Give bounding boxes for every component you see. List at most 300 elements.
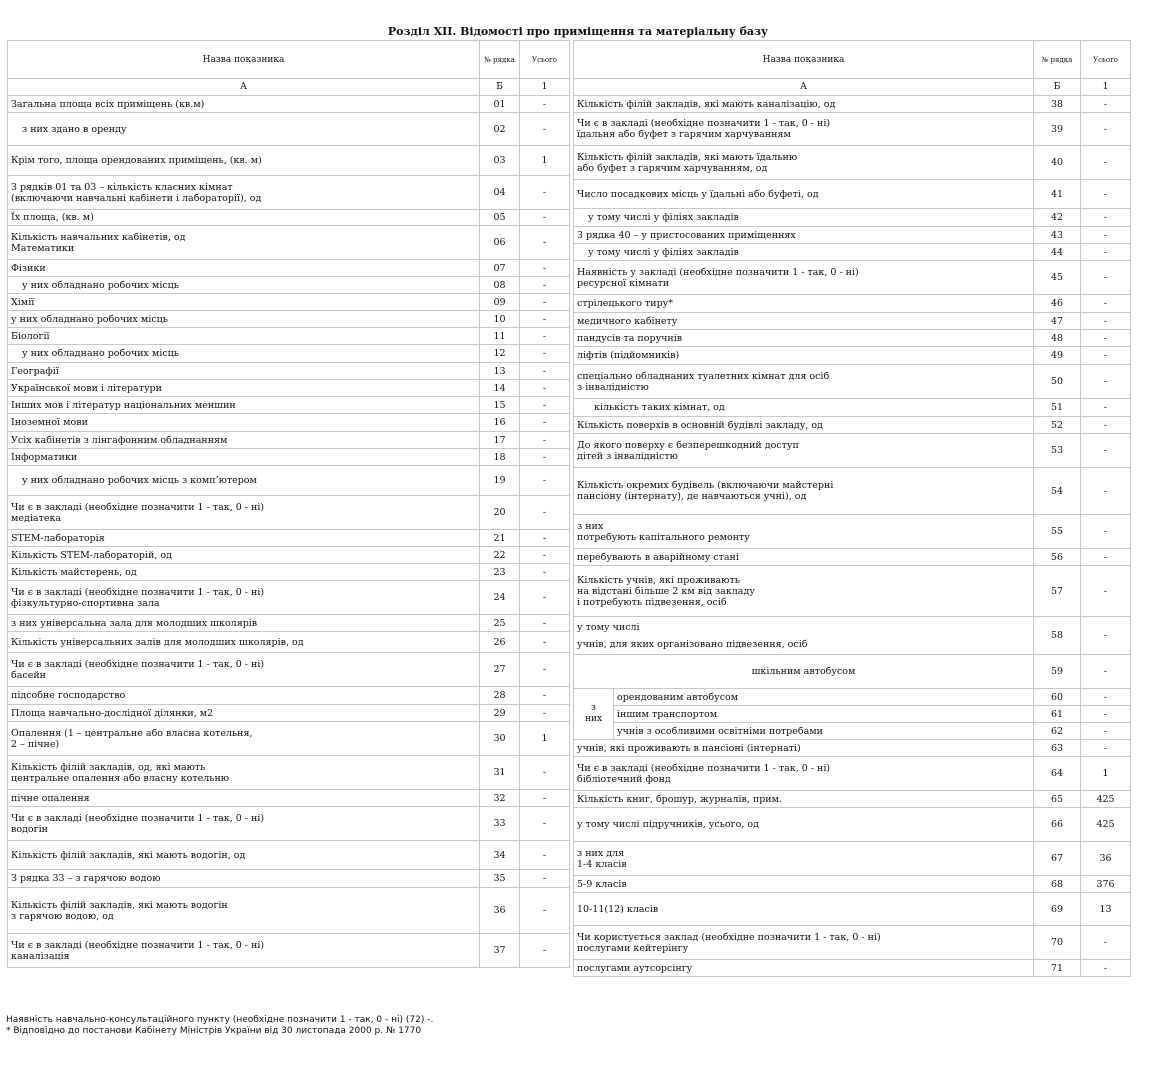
row-label: Інших мов і літератур національних меншин (8, 397, 480, 414)
row-value: - (520, 564, 570, 581)
row-number: 70 (1034, 926, 1081, 960)
row-value: - (1081, 330, 1131, 347)
row-value: - (520, 756, 570, 790)
table-row (574, 244, 1131, 261)
row-label: пічне опалення (8, 790, 480, 807)
row-number: 35 (480, 870, 520, 888)
table-row (8, 722, 570, 756)
row-label: у тому числі учнів, для яких організовано підвезення, осіб (574, 617, 1034, 655)
row-value: - (1081, 146, 1131, 180)
table-row (8, 790, 570, 807)
row-value: 1 (520, 146, 570, 176)
row-value: - (520, 176, 570, 210)
row-value: - (520, 888, 570, 934)
table-row (574, 365, 1131, 399)
row-value: - (520, 653, 570, 687)
row-number: 47 (1034, 313, 1081, 330)
table-row (8, 176, 570, 210)
row-label: з них універсальна зала для молодших школярів (8, 615, 480, 632)
row-value: - (520, 496, 570, 530)
row-number: 03 (480, 146, 520, 176)
row-value: - (520, 345, 570, 363)
row-number: 02 (480, 113, 520, 146)
row-value: 36 (1081, 842, 1131, 876)
table-row (8, 113, 570, 146)
table-row (574, 740, 1131, 757)
row-value: - (520, 311, 570, 328)
header-sub-row: Б (1034, 79, 1081, 96)
header-total: Усього (520, 41, 570, 79)
row-value: 425 (1081, 808, 1131, 842)
table-row (574, 808, 1131, 842)
table-row (8, 96, 570, 113)
row-number: 25 (480, 615, 520, 632)
table-row (574, 295, 1131, 313)
row-number: 57 (1034, 566, 1081, 617)
row-value: - (1081, 740, 1131, 757)
row-number: 56 (1034, 549, 1081, 566)
row-value: - (1081, 399, 1131, 417)
row-label: іншим транспортом (614, 706, 1034, 723)
row-number: 18 (480, 449, 520, 466)
header-name: Назва показника (8, 41, 480, 79)
header-sub-name: А (8, 79, 480, 96)
row-number: 21 (480, 530, 520, 547)
header-sub-row: Б (480, 79, 520, 96)
row-label: Кількість філій закладів, які мають водогін, од (8, 841, 480, 870)
row-number: 39 (1034, 113, 1081, 146)
table-row (574, 330, 1131, 347)
row-number: 10 (480, 311, 520, 328)
row-number: 15 (480, 397, 520, 414)
row-value: - (1081, 468, 1131, 515)
table-row (8, 653, 570, 687)
table-row (574, 399, 1131, 417)
table-row (8, 432, 570, 449)
row-value: - (520, 277, 570, 294)
table-row (574, 434, 1131, 468)
row-value: - (1081, 227, 1131, 244)
row-label: Кількість філій закладів, які мають каналізацію, од (574, 96, 1034, 113)
row-number: 38 (1034, 96, 1081, 113)
row-number: 48 (1034, 330, 1081, 347)
row-number: 71 (1034, 960, 1081, 977)
table-row (8, 934, 570, 968)
row-value: - (520, 632, 570, 653)
row-label: ліфтів (підйомників) (574, 347, 1034, 365)
row-number: 19 (480, 466, 520, 496)
row-value: - (520, 841, 570, 870)
table-row (574, 926, 1131, 960)
table-row (574, 146, 1131, 180)
row-label: у тому числі у філіях закладів (574, 209, 1034, 227)
row-label: Кількість філій закладів, які мають водогін з гарячою водою, од (8, 888, 480, 934)
table-row (8, 226, 570, 260)
row-value: - (520, 226, 570, 260)
footnotes (6, 1015, 433, 1037)
row-number: 11 (480, 328, 520, 345)
row-label: підсобне господарство (8, 687, 480, 705)
row-value: - (1081, 313, 1131, 330)
row-value: - (520, 615, 570, 632)
row-number: 66 (1034, 808, 1081, 842)
table-row (574, 549, 1131, 566)
row-number: 05 (480, 210, 520, 226)
row-label: з них для 1-4 класів (574, 842, 1034, 876)
row-value: - (520, 397, 570, 414)
table-row (8, 277, 570, 294)
header-name: Назва показника (574, 41, 1034, 79)
row-number: 59 (1034, 655, 1081, 689)
row-label: Чи є в закладі (необхідне позначити 1 - так, 0 - ні) бібліотечний фонд (574, 757, 1034, 791)
row-label: перебувають в аварійному стані (574, 549, 1034, 566)
row-value: - (1081, 689, 1131, 706)
row-number: 55 (1034, 515, 1081, 549)
row-number: 69 (1034, 893, 1081, 926)
row-label: Кількість книг, брошур, журналів, прим. (574, 791, 1034, 808)
table-row (574, 515, 1131, 549)
table-row (8, 687, 570, 705)
row-number: 30 (480, 722, 520, 756)
row-value: - (1081, 113, 1131, 146)
row-value: - (1081, 960, 1131, 977)
row-value: - (1081, 434, 1131, 468)
row-number: 13 (480, 363, 520, 380)
table-row (8, 496, 570, 530)
row-value: - (520, 581, 570, 615)
row-label: 10-11(12) класів (574, 893, 1034, 926)
table-row (8, 345, 570, 363)
row-label: Української мови і літератури (8, 380, 480, 397)
row-label: Кількість філій закладів, які мають їдальню або буфет з гарячим харчуванням, од (574, 146, 1034, 180)
row-label: Наявність у закладі (необхідне позначити 1 - так, 0 - ні) ресурсної кімнати (574, 261, 1034, 295)
row-number: 67 (1034, 842, 1081, 876)
row-label: у них обладнано робочих місць з комп’ютером (8, 466, 480, 496)
row-number: 63 (1034, 740, 1081, 757)
row-number: 64 (1034, 757, 1081, 791)
row-value: - (520, 790, 570, 807)
row-value: - (520, 449, 570, 466)
row-number: 04 (480, 176, 520, 210)
row-value: - (1081, 96, 1131, 113)
row-label: Їх площа, (кв. м) (8, 210, 480, 226)
row-number: 28 (480, 687, 520, 705)
row-label: у тому числі підручників, усього, од (574, 808, 1034, 842)
header-row-no: № рядка (480, 41, 520, 79)
table-row (574, 842, 1131, 876)
table-row (574, 617, 1131, 655)
row-number: 32 (480, 790, 520, 807)
table-row (574, 689, 1131, 706)
row-value: - (520, 260, 570, 277)
table-row (8, 870, 570, 888)
row-label: Чи є в закладі (необхідне позначити 1 - так, 0 - ні) фізкультурно-спортивна зала (8, 581, 480, 615)
row-label: Іноземної мови (8, 414, 480, 432)
row-label: Кількість окремих будівель (включаючи майстерні пансіону (інтернату), де навчаються учні), од (574, 468, 1034, 515)
row-label: Кількість універсальних залів для молодших школярів, од (8, 632, 480, 653)
row-value: - (1081, 566, 1131, 617)
table-row (574, 960, 1131, 977)
row-label: Площа навчально-дослідної ділянки, м2 (8, 705, 480, 722)
row-value: - (520, 547, 570, 564)
row-label: Чи є в закладі (необхідне позначити 1 - так, 0 - ні) каналізація (8, 934, 480, 968)
table-row (8, 807, 570, 841)
row-number: 27 (480, 653, 520, 687)
row-label: Чи є в закладі (необхідне позначити 1 - так, 0 - ні) медіатека (8, 496, 480, 530)
row-label: Кількість майстерень, од (8, 564, 480, 581)
row-label: у них обладнано робочих місць (8, 345, 480, 363)
row-label: Кількість навчальних кабінетів, од Математики (8, 226, 480, 260)
row-number: 42 (1034, 209, 1081, 227)
row-value: - (1081, 347, 1131, 365)
row-number: 37 (480, 934, 520, 968)
row-number: 06 (480, 226, 520, 260)
row-value: - (1081, 295, 1131, 313)
row-value: 1 (520, 722, 570, 756)
row-value: - (520, 294, 570, 311)
row-value: - (520, 210, 570, 226)
row-label: З рядків 01 та 03 – кількість класних кімнат (включаючи навчальні кабінети і лабораторії), од (8, 176, 480, 210)
table-row (574, 876, 1131, 893)
row-number: 53 (1034, 434, 1081, 468)
row-value: - (1081, 261, 1131, 295)
row-value: - (520, 380, 570, 397)
row-number: 12 (480, 345, 520, 363)
row-label: Кількість учнів, які проживають на відстані більше 2 км від закладу і потребують підвезення, осіб (574, 566, 1034, 617)
row-label: Хімії (8, 294, 480, 311)
row-value: - (1081, 365, 1131, 399)
header-total: Усього (1081, 41, 1131, 79)
row-value: - (1081, 244, 1131, 261)
row-label: орендованим автобусом (614, 689, 1034, 706)
table-row (8, 380, 570, 397)
row-value: 376 (1081, 876, 1131, 893)
table-row (574, 655, 1131, 689)
table-row (574, 261, 1131, 295)
row-label: медичного кабінету (574, 313, 1034, 330)
row-number: 60 (1034, 689, 1081, 706)
table-row (8, 414, 570, 432)
table-row (574, 791, 1131, 808)
row-number: 33 (480, 807, 520, 841)
section-title: Розділ XII. Відомості про приміщення та матеріальну базу (387, 25, 769, 38)
row-label: З рядка 40 – у пристосованих приміщеннях (574, 227, 1034, 244)
table-row (8, 581, 570, 615)
row-number: 51 (1034, 399, 1081, 417)
footnote-consult-point: Наявність навчально-консультаційного пункту (необхідне позначити 1 - так, 0 - ні) (72) -. (6, 1015, 434, 1025)
table-row (574, 347, 1131, 365)
row-label: Кількість STEM-лабораторій, од (8, 547, 480, 564)
table-row (8, 547, 570, 564)
table-row (574, 757, 1131, 791)
row-number: 58 (1034, 617, 1081, 655)
table-row (8, 466, 570, 496)
row-label: Біології (8, 328, 480, 345)
row-label: послугами аутсорсінгу (574, 960, 1034, 977)
table-row (574, 180, 1131, 209)
table-row (574, 313, 1131, 330)
row-number: 46 (1034, 295, 1081, 313)
row-number: 31 (480, 756, 520, 790)
row-value: - (1081, 926, 1131, 960)
row-number: 23 (480, 564, 520, 581)
row-label: До якого поверху є безперешкодний доступ дітей з інвалідністю (574, 434, 1034, 468)
row-value: - (520, 807, 570, 841)
row-number: 61 (1034, 706, 1081, 723)
table-row (574, 468, 1131, 515)
row-number: 22 (480, 547, 520, 564)
table-row (8, 311, 570, 328)
row-label: Інформатики (8, 449, 480, 466)
row-label: кількість таких кімнат, од (574, 399, 1034, 417)
row-label: Опалення (1 – центральне або власна котельня, 2 – пічне) (8, 722, 480, 756)
row-number: 52 (1034, 417, 1081, 434)
row-number: 01 (480, 96, 520, 113)
row-value: - (1081, 655, 1131, 689)
row-label: з них здано в оренду (8, 113, 480, 146)
right-table (573, 40, 1131, 977)
row-value: 13 (1081, 893, 1131, 926)
table-row (574, 227, 1131, 244)
row-label: у них обладнано робочих місць (8, 311, 480, 328)
row-label: Чи є в закладі (необхідне позначити 1 - так, 0 - ні) їдальня або буфет з гарячим харчуванням (574, 113, 1034, 146)
row-number: 68 (1034, 876, 1081, 893)
table-row (8, 756, 570, 790)
row-label: Число посадкових місць у їдальні або буфеті, од (574, 180, 1034, 209)
row-value: - (520, 870, 570, 888)
left-table (7, 40, 570, 968)
table-row (8, 564, 570, 581)
table-row (8, 210, 570, 226)
row-label: Усіх кабінетів з лінгафонним обладнанням (8, 432, 480, 449)
row-value: - (520, 687, 570, 705)
row-number: 50 (1034, 365, 1081, 399)
row-value: - (1081, 515, 1131, 549)
header-sub-total: 1 (1081, 79, 1131, 96)
row-number: 17 (480, 432, 520, 449)
of-them-label: з них (574, 689, 614, 740)
row-label: пандусів та поручнів (574, 330, 1034, 347)
row-value: 425 (1081, 791, 1131, 808)
row-value: - (520, 113, 570, 146)
row-number: 44 (1034, 244, 1081, 261)
row-label: Чи користується заклад (необхідне позначити 1 - так, 0 - ні) послугами кейтерінгу (574, 926, 1034, 960)
row-number: 16 (480, 414, 520, 432)
row-value: - (520, 96, 570, 113)
table-row (8, 146, 570, 176)
row-number: 43 (1034, 227, 1081, 244)
row-value: - (1081, 549, 1131, 566)
table-row (574, 96, 1131, 113)
table-row (8, 888, 570, 934)
row-label: з них потребують капітального ремонту (574, 515, 1034, 549)
row-value: - (520, 705, 570, 722)
row-number: 14 (480, 380, 520, 397)
row-value: - (520, 432, 570, 449)
table-row (8, 397, 570, 414)
table-row (8, 363, 570, 380)
row-value: - (1081, 617, 1131, 655)
table-row (8, 449, 570, 466)
row-label: у них обладнано робочих місць (8, 277, 480, 294)
table-row (8, 705, 570, 722)
row-number: 62 (1034, 723, 1081, 740)
table-row (8, 841, 570, 870)
table-row (8, 328, 570, 345)
row-label: Географії (8, 363, 480, 380)
row-label: Чи є в закладі (необхідне позначити 1 - так, 0 - ні) водогін (8, 807, 480, 841)
row-number: 45 (1034, 261, 1081, 295)
row-value: - (520, 363, 570, 380)
row-value: - (520, 934, 570, 968)
row-number: 08 (480, 277, 520, 294)
table-row (8, 615, 570, 632)
row-label: Кількість поверхів в основній будівлі закладу, од (574, 417, 1034, 434)
row-number: 34 (480, 841, 520, 870)
row-number: 41 (1034, 180, 1081, 209)
footnote-resolution: * Відповідно до постанови Кабінету Міністрів України від 30 листопада 2000 р. № 1770 (6, 1026, 422, 1036)
row-number: 26 (480, 632, 520, 653)
row-value: - (1081, 209, 1131, 227)
row-number: 07 (480, 260, 520, 277)
table-row (574, 893, 1131, 926)
table-row (8, 294, 570, 311)
row-value: - (1081, 723, 1131, 740)
table-row (574, 723, 1131, 740)
table-row (574, 417, 1131, 434)
row-value: - (520, 414, 570, 432)
row-label: Чи є в закладі (необхідне позначити 1 - так, 0 - ні) басейн (8, 653, 480, 687)
row-label: учнів з особливими освітніми потребами (614, 723, 1034, 740)
row-value: - (520, 328, 570, 345)
table-row (574, 113, 1131, 146)
table-row (574, 566, 1131, 617)
header-sub-total: 1 (520, 79, 570, 96)
row-label: Фізики (8, 260, 480, 277)
row-number: 20 (480, 496, 520, 530)
row-number: 40 (1034, 146, 1081, 180)
row-number: 36 (480, 888, 520, 934)
row-value: - (1081, 706, 1131, 723)
row-label: Загальна площа всіх приміщень (кв.м) (8, 96, 480, 113)
table-row (8, 632, 570, 653)
row-label: спеціально обладнаних туалетних кімнат для осіб з інвалідністю (574, 365, 1034, 399)
row-label: 5-9 класів (574, 876, 1034, 893)
row-number: 09 (480, 294, 520, 311)
row-label: у тому числі у філіях закладів (574, 244, 1034, 261)
row-value: - (520, 466, 570, 496)
header-sub-name: А (574, 79, 1034, 96)
row-label: Крім того, площа орендованих приміщень, (кв. м) (8, 146, 480, 176)
row-number: 49 (1034, 347, 1081, 365)
table-row (8, 530, 570, 547)
row-label: З рядка 33 – з гарячою водою (8, 870, 480, 888)
row-value: - (1081, 417, 1131, 434)
row-label: стрілецького тиру* (574, 295, 1034, 313)
row-label: STEM-лабораторія (8, 530, 480, 547)
row-label: шкільним автобусом (574, 655, 1034, 689)
table-row (574, 706, 1131, 723)
row-number: 65 (1034, 791, 1081, 808)
row-number: 29 (480, 705, 520, 722)
row-value: - (520, 530, 570, 547)
header-row-no: № рядка (1034, 41, 1081, 79)
row-number: 54 (1034, 468, 1081, 515)
row-label: учнів, які проживають в пансіоні (інтернаті) (574, 740, 1034, 757)
table-row (8, 260, 570, 277)
row-value: 1 (1081, 757, 1131, 791)
row-value: - (1081, 180, 1131, 209)
